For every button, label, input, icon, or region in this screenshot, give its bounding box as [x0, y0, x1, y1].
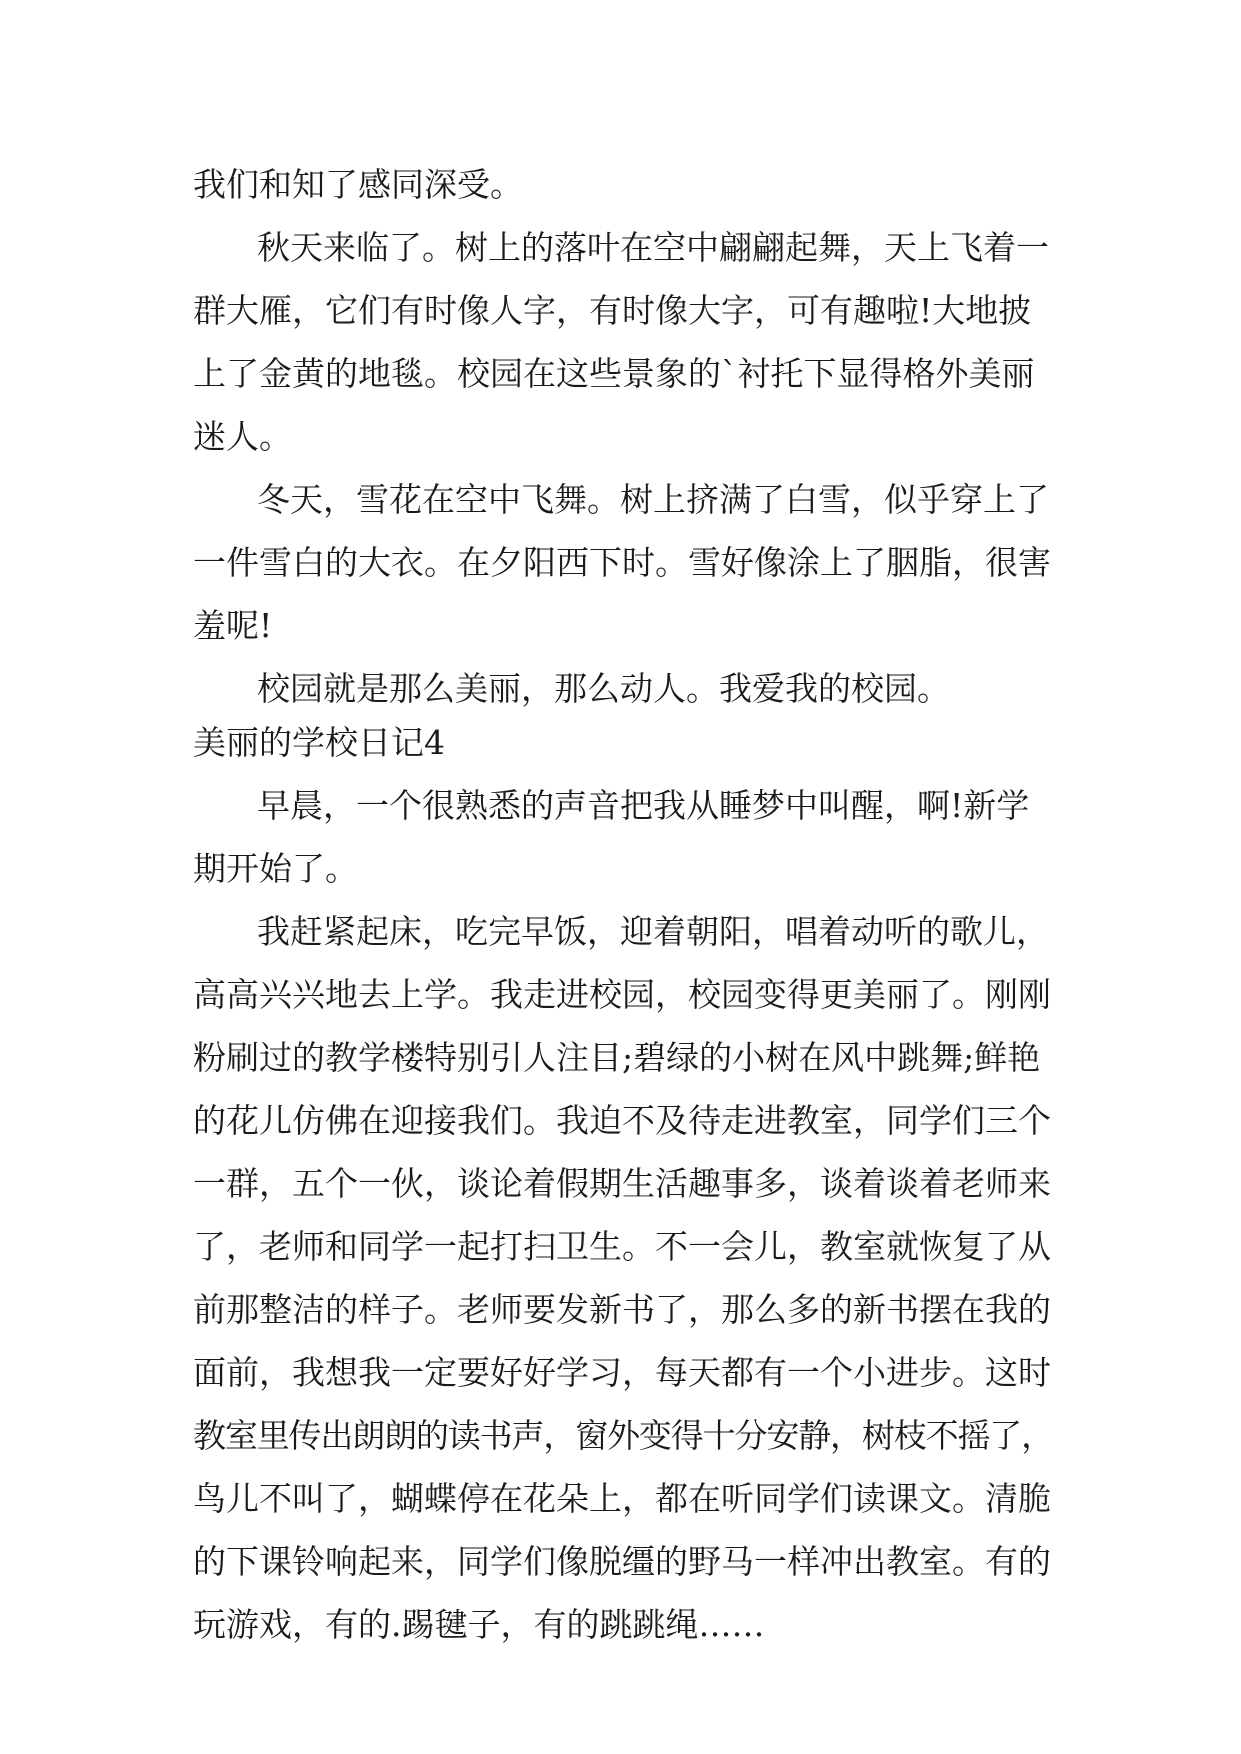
text-line: 粉刷过的教学楼特别引人注目;碧绿的小树在风中跳舞;鲜艳: [193, 1038, 1041, 1077]
text-line: 玩游戏，有的.踢毽子，有的跳跳绳……: [193, 1605, 765, 1644]
paragraph-line: 冬天，雪花在空中飞舞。树上挤满了白雪，似乎穿上了: [257, 480, 1049, 519]
text-line: 教室里传出朗朗的读书声，窗外变得十分安静，树枝不摇了，: [193, 1416, 1053, 1455]
text-line: 高高兴兴地去上学。我走进校园，校园变得更美丽了。刚刚: [193, 975, 1051, 1014]
text-line: 迷人。: [193, 417, 292, 456]
text-line: 群大雁，它们有时像人字，有时像大字，可有趣啦!大地披: [193, 291, 1032, 330]
text-line: 前那整洁的样子。老师要发新书了，那么多的新书摆在我的: [193, 1290, 1051, 1329]
text-line: 羞呢!: [193, 606, 273, 645]
text-line: 了，老师和同学一起打扫卫生。不一会儿，教室就恢复了从: [193, 1227, 1051, 1266]
text-line: 鸟儿不叫了，蝴蝶停在花朵上，都在听同学们读课文。清脆: [193, 1479, 1051, 1518]
section-heading: 美丽的学校日记4: [193, 723, 445, 762]
paragraph-line: 秋天来临了。树上的落叶在空中翩翩起舞，天上飞着一: [257, 228, 1049, 267]
text-line: 的下课铃响起来，同学们像脱缰的野马一样冲出教室。有的: [193, 1542, 1051, 1581]
paragraph-line: 早晨，一个很熟悉的声音把我从睡梦中叫醒，啊!新学: [257, 786, 1030, 825]
text-line: 一件雪白的大衣。在夕阳西下时。雪好像涂上了胭脂，很害: [193, 543, 1051, 582]
text-line: 我们和知了感同深受。: [193, 165, 523, 204]
text-line: 上了金黄的地毯。校园在这些景象的`衬托下显得格外美丽: [193, 354, 1035, 393]
text-line: 面前，我想我一定要好好学习，每天都有一个小进步。这时: [193, 1353, 1051, 1392]
paragraph-line: 校园就是那么美丽，那么动人。我爱我的校园。: [257, 669, 950, 708]
text-line: 的花儿仿佛在迎接我们。我迫不及待走进教室，同学们三个: [193, 1101, 1051, 1140]
paragraph-line: 我赶紧起床，吃完早饭，迎着朝阳，唱着动听的歌儿，: [257, 912, 1049, 951]
text-line: 一群，五个一伙，谈论着假期生活趣事多，谈着谈着老师来: [193, 1164, 1051, 1203]
text-line: 期开始了。: [193, 849, 358, 888]
